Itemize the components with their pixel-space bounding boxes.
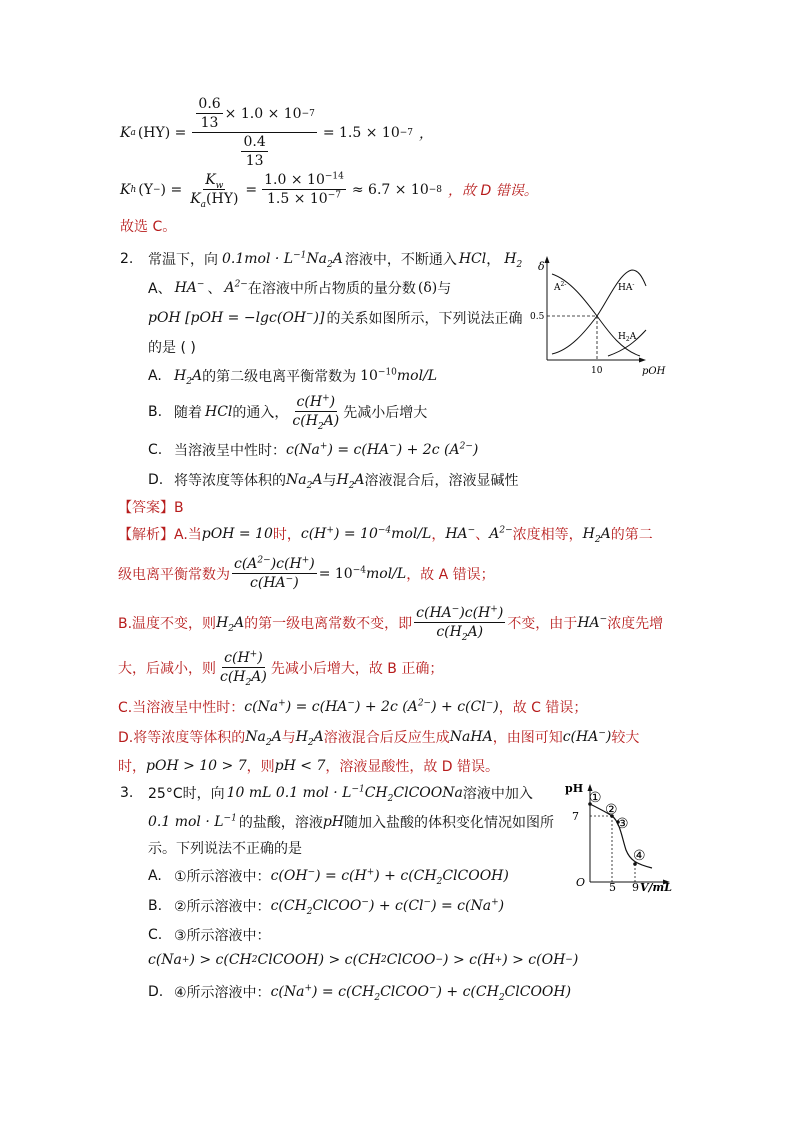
point-2-label: ② bbox=[605, 802, 618, 818]
fig1-y-tick: 0.5 bbox=[530, 312, 545, 322]
ka-big-fraction: $\frac{0.6}{13}$ × 1.0 × 10 −7 $\frac{0.4}{13}$ bbox=[192, 96, 316, 169]
q3-stem-line3: 示。下列说法不正确的是 bbox=[148, 841, 302, 857]
fig2-y-tick: 7 bbox=[572, 810, 579, 823]
fig2-origin: O bbox=[576, 876, 586, 889]
q2-stem-line2: A、 HA− 、 $A^{2-}$ 在溶液中所占物质的量分数 (δ) 与 bbox=[148, 279, 452, 297]
q2-explain-line3: B.温度不变，则 $H_2A$ 的第一级电离常数不变，即 $\frac{c(HA^-)c(H^+)}{c(H_2A)}$ 不变，由于 HA− 浓度先增 bbox=[118, 604, 664, 643]
q2-option-b: B. 随着 HCl 的通入， $\frac{c(H^+)}{c(H_2A)}$ 先减小后增大 bbox=[148, 393, 428, 432]
q2-option-d: D. 将等浓度等体积的 $Na_2A$ 与 $H_2A$ 溶液混合后，溶液显碱性 bbox=[148, 472, 519, 491]
q3-stem-line2: 0.1 mol · $L^{-1}$ 的盐酸，溶液 pH 随加入盐酸的体积变化情况如图所 bbox=[148, 813, 554, 831]
q3-number: 3. bbox=[120, 785, 134, 801]
fig1-ha-label: HA- bbox=[618, 281, 635, 293]
q3-stem-line1: 25°C时，向 10 mL 0.1 mol · $L^{-1}CH_2ClCOONa$ 溶液中加入 bbox=[148, 784, 533, 804]
point-4-label: ④ bbox=[633, 848, 646, 864]
q2-explain-line6: D.将等浓度等体积的 $Na_2A$ 与 $H_2A$ 溶液混合后反应生成 NaHA ，由图可知 c(HA−) 较大 bbox=[118, 728, 640, 748]
point-1-label: ① bbox=[589, 790, 602, 806]
q2-stem-line4: 的是 ( ) bbox=[148, 340, 196, 356]
q2-stem-line1: 常温下，向 $0.1mol \cdot L^{-1}Na_2A$ 溶液中，不断通入 HCl ， $H_2$ bbox=[148, 250, 523, 270]
q2-explain-line2: 级电离平衡常数为 $\frac{c(A^{2-})c(H^+)}{c(HA^-)}$ = $10^{-4}mol/L$ ，故 A 错误； bbox=[118, 555, 495, 591]
q1-conclusion: 故选 C。 bbox=[120, 219, 177, 235]
q2-option-c: C. 当溶液呈中性时： c(Na+) = c(HA−) + 2c $(A^{2-})$ bbox=[148, 441, 479, 459]
fig1-x-tick: 10 bbox=[591, 366, 603, 376]
h2a-curve bbox=[608, 330, 646, 356]
q2-stem-line3: pOH [pOH = −lgc(OH−)] 的关系如图所示，下列说法正确 bbox=[148, 309, 523, 327]
q3-option-a: A. ①所示溶液中： $c(OH^-) = c(H^+) + c(CH_2ClCOOH)$ bbox=[148, 867, 509, 887]
q2-explain-line7: 时， pOH > 10 > 7 ，则 pH < 7 ，溶液显酸性，故 D 错误。 bbox=[118, 758, 500, 775]
q2-explain-line5: C.当溶液呈中性时： c(Na+) = c(HA−) + 2c $(A^{2-}) + c(Cl^-)$ ，故 C 错误； bbox=[118, 698, 588, 716]
fig2-x-tick-9: 9 bbox=[632, 881, 639, 894]
q3-option-d: D. ④所示溶液中： $c(Na^+) = c(CH_2ClCOO^-)$ + $c(CH_2ClCOOH)$ bbox=[148, 983, 572, 1003]
q3-option-c: C. ③所示溶液中： bbox=[148, 927, 271, 944]
fig1-a2-label: $A^{2-}$ bbox=[554, 281, 567, 293]
q2-explain-line4: 大，后减小，则 $\frac{c(H^+)}{c(H_2A)}$ 先减小后增大，故 B 正确； bbox=[118, 649, 444, 688]
ph-volume-figure bbox=[562, 778, 684, 896]
fig1-x-label: pOH bbox=[642, 366, 666, 377]
q2-answer: 【答案】B bbox=[118, 500, 184, 516]
kh-formula: K h (Y − ) = $\frac{K_w}{K_a(HY)}$ = $\frac{1.0 \times 10^{-14}}{1.5 \times 10^{-7}}$ ≈ 6.7 × 10 −8 ，故 D 错误。 bbox=[120, 171, 538, 210]
fig2-x-label: V/mL bbox=[640, 881, 672, 894]
q3-option-c-expression: c(Na + ) > c(CH 2 ClCOOH) > c(CH 2 ClCOO − ) > c(H + ) > c(OH − ) bbox=[148, 952, 579, 968]
fig1-y-label: δ bbox=[538, 260, 545, 273]
fig2-x-tick-5: 5 bbox=[609, 881, 616, 894]
delta-poh-figure bbox=[530, 250, 680, 378]
ka-formula: K a (HY) = $\frac{0.6}{13}$ × 1.0 × 10 −7 $\frac{0.4}{13}$ = 1.5 × 10 −7 ， bbox=[120, 96, 434, 169]
q3-option-b: B. ②所示溶液中： $c(CH_2ClCOO^-) + c(Cl^-) = c(Na^+)$ bbox=[148, 897, 505, 917]
fig2-y-label: pH bbox=[565, 782, 584, 795]
q2-number: 2. bbox=[120, 251, 134, 267]
point-3-label: ③ bbox=[616, 816, 629, 832]
q2-option-a: A. $H_2A$ 的第二级电离平衡常数为 $10^{-10}$ mol/L bbox=[148, 367, 438, 387]
q2-explain-line1: 【解析】 A.当 pOH = 10 时， $c(H^+) = 10^{-4}mol/L$ ， HA− 、 $A^{2-}$ 浓度相等， $H_2A$ 的第二 bbox=[118, 525, 653, 545]
fig1-h2a-label: $H_2A$ bbox=[618, 332, 637, 343]
